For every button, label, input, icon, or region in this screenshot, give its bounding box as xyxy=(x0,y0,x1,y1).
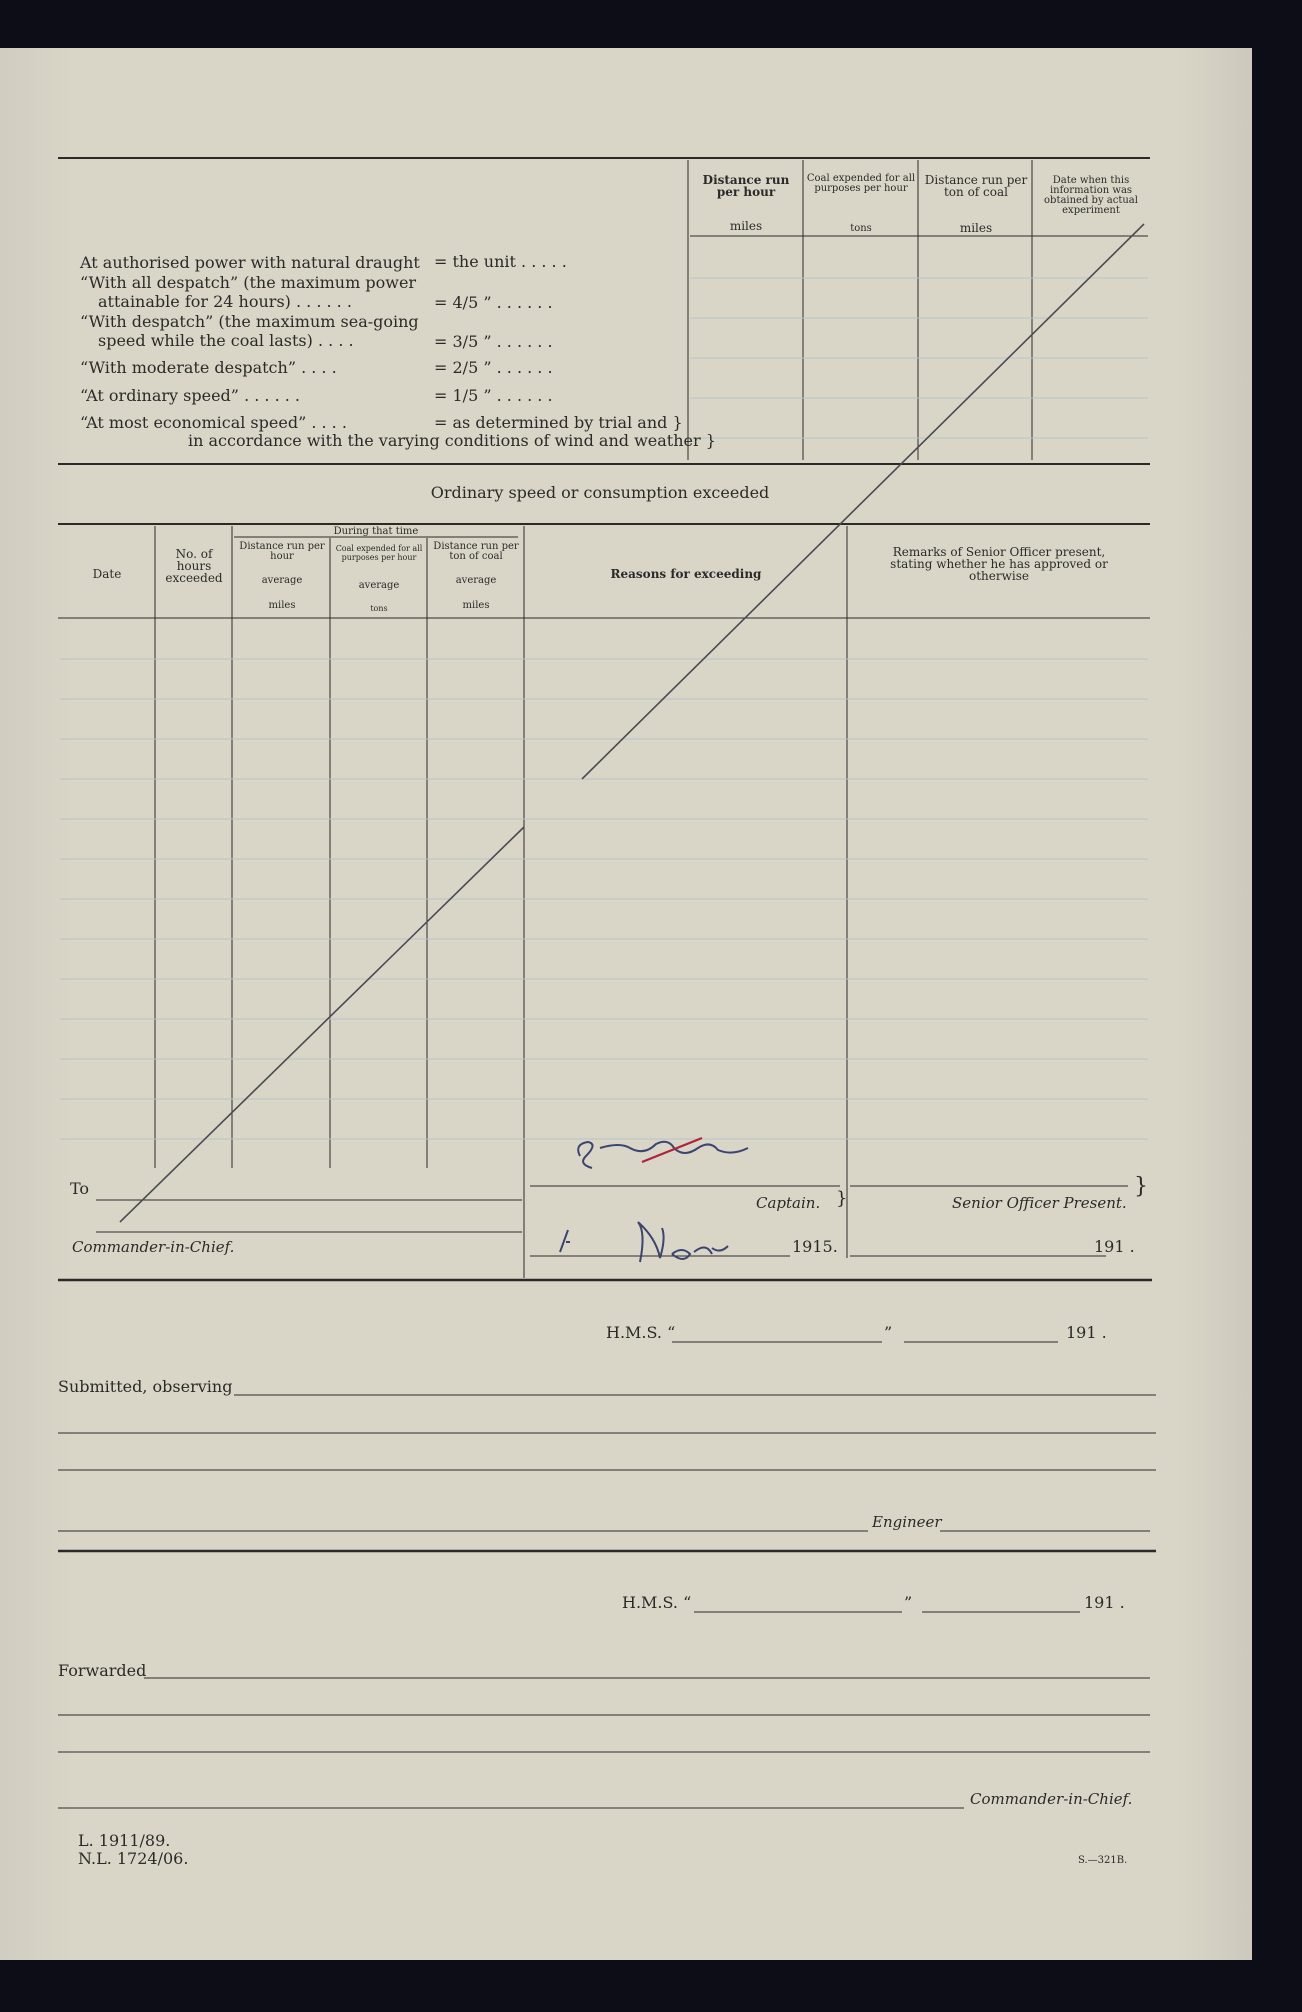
row-all-despatch-line1: “With all despatch” (the maximum power xyxy=(80,273,417,292)
avg-coal: average xyxy=(358,580,400,591)
captain-year: 1915. xyxy=(792,1237,838,1256)
forward-year: 191 . xyxy=(1084,1593,1125,1612)
unit-lower-miles-ton: miles xyxy=(462,600,490,611)
commander-in-chief-label: Commander-in-Chief. xyxy=(72,1238,235,1256)
footer-ref-1: L. 1911/89. xyxy=(78,1831,171,1850)
header-hours-exceeded: No. of hours exceeded xyxy=(165,547,223,585)
row-economical-speed-conditions: in accordance with the varying conditions of wind and weather } xyxy=(188,431,716,450)
header-distance-per-hour: Distance run per hour xyxy=(702,173,790,199)
header-coal-expended: Coal expended for all purposes per hour xyxy=(806,173,916,194)
avg-distance-per-hour: average xyxy=(261,575,303,586)
row-moderate-despatch: “With moderate despatch” . . . . xyxy=(80,358,337,377)
submitted-observing-label: Submitted, observing xyxy=(58,1377,233,1396)
form-page xyxy=(0,48,1252,1960)
unit-lower-miles: miles xyxy=(268,600,296,611)
group-header-during-that-time: During that time xyxy=(333,526,419,537)
captain-label: Captain. xyxy=(756,1194,821,1212)
header-date-obtained: Date when this information was obtained by actual experiment xyxy=(1044,175,1138,216)
senior-officer-brace: } xyxy=(1134,1174,1148,1199)
header-date: Date xyxy=(92,567,122,581)
unit-tons: tons xyxy=(850,223,872,234)
header-lower-distance-per-hour: Distance run per hour xyxy=(239,541,325,562)
section-title: Ordinary speed or consumption exceeded xyxy=(430,483,770,502)
engineer-hms-close-quote: ” xyxy=(884,1323,893,1342)
header-lower-coal: Coal expended for all purposes per hour xyxy=(335,544,423,562)
unit-lower-tons: tons xyxy=(370,604,388,613)
captain-brace: } xyxy=(836,1188,848,1209)
footer-form-number: S.—321B. xyxy=(1078,1855,1128,1866)
engineer-label: Engineer xyxy=(872,1513,942,1531)
unit-miles-ton: miles xyxy=(959,221,993,235)
form-body xyxy=(0,48,1252,1960)
row-moderate-despatch-value: = 2/5 ” . . . . . . xyxy=(434,358,553,377)
row-all-despatch-value: = 4/5 ” . . . . . . xyxy=(434,293,553,312)
unit-miles: miles xyxy=(729,219,763,233)
row-economical-speed: “At most economical speed” . . . . xyxy=(80,413,347,432)
forward-hms-label: H.M.S. “ xyxy=(622,1593,692,1612)
avg-distance-per-ton: average xyxy=(455,575,497,586)
row-despatch-line2: speed while the coal lasts) . . . . xyxy=(98,331,354,350)
signature-strokes xyxy=(560,1138,748,1262)
forward-hms-close-quote: ” xyxy=(904,1593,913,1612)
row-despatch-line1: “With despatch” (the maximum sea-going xyxy=(80,312,419,331)
senior-officer-year: 191 . xyxy=(1094,1237,1135,1256)
footer-ref-2: N.L. 1724/06. xyxy=(78,1849,189,1868)
forward-commander-label: Commander-in-Chief. xyxy=(970,1790,1133,1808)
senior-officer-label: Senior Officer Present. xyxy=(952,1194,1127,1212)
row-all-despatch-line2: attainable for 24 hours) . . . . . . xyxy=(98,292,352,311)
header-distance-per-ton: Distance run per ton of coal xyxy=(924,173,1028,199)
to-label: To xyxy=(70,1179,90,1198)
row-natural-draught: At authorised power with natural draught xyxy=(80,253,420,272)
forwarded-label: Forwarded xyxy=(58,1661,147,1680)
engineer-hms-label: H.M.S. “ xyxy=(606,1323,676,1342)
row-ordinary-speed: “At ordinary speed” . . . . . . xyxy=(80,386,301,405)
engineer-year: 191 . xyxy=(1066,1323,1107,1342)
header-reasons: Reasons for exceeding xyxy=(610,567,762,581)
header-remarks: Remarks of Senior Officer present, stating whether he has approved or otherwise xyxy=(890,545,1108,583)
row-despatch-value: = 3/5 ” . . . . . . xyxy=(434,332,553,351)
row-natural-draught-value: = the unit . . . . . xyxy=(434,252,567,271)
row-economical-speed-value: = as determined by trial and } xyxy=(434,413,683,432)
header-lower-distance-per-ton: Distance run per ton of coal xyxy=(433,541,519,562)
row-ordinary-speed-value: = 1/5 ” . . . . . . xyxy=(434,386,553,405)
